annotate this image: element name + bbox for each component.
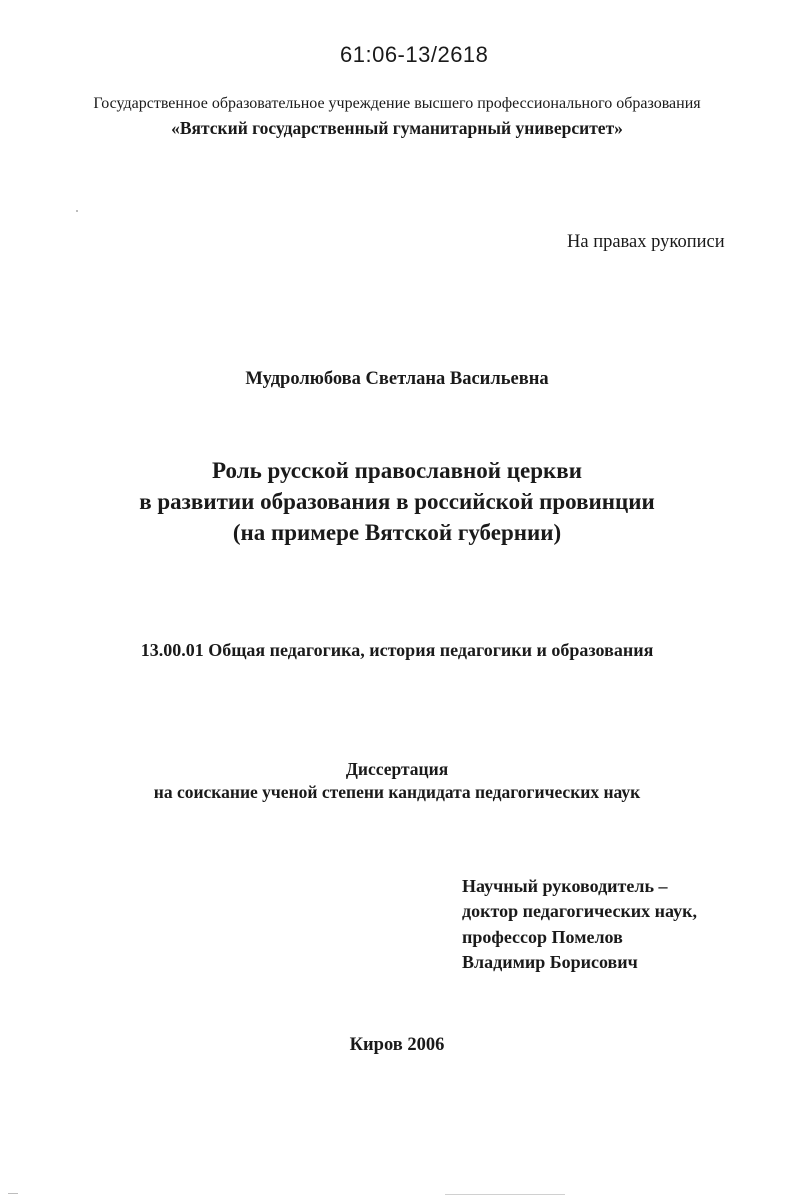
title-line-1: Роль русской православной церкви [212,458,582,483]
scan-speck [76,210,78,212]
title-line-3: (на примере Вятской губернии) [232,520,562,545]
title-line-2: в развитии образования в российской провинции [139,489,655,514]
supervisor-line-1: Научный руководитель – [462,876,668,896]
scan-speck [445,1194,565,1195]
specialty-code: 13.00.01 Общая педагогика, история педагогики и образования [140,640,654,660]
author-name: Мудролюбова Светлана Васильевна [245,369,549,389]
supervisor-line-2: доктор педагогических наук, [462,901,698,922]
supervisor-line-3: профессор Помелов [462,926,623,947]
catalog-number: 61:06-13/2618 [340,42,489,67]
dissertation-label: Диссертация [345,759,449,779]
scan-speck [8,1193,18,1194]
city-year: Киров 2006 [349,1035,445,1055]
degree-line: на соискание ученой степени кандидата педагогических наук [153,782,641,802]
dissertation-title [0,455,794,548]
supervisor-line-4: Владимир Борисович [462,951,638,972]
supervisor-block [462,874,697,975]
rights-notice: На правах рукописи [567,232,725,252]
institution-line-2: «Вятский государственный гуманитарный университет» [171,118,623,138]
institution-line-1: Государственное образовательное учреждение высшего профессионального образования [93,95,701,112]
